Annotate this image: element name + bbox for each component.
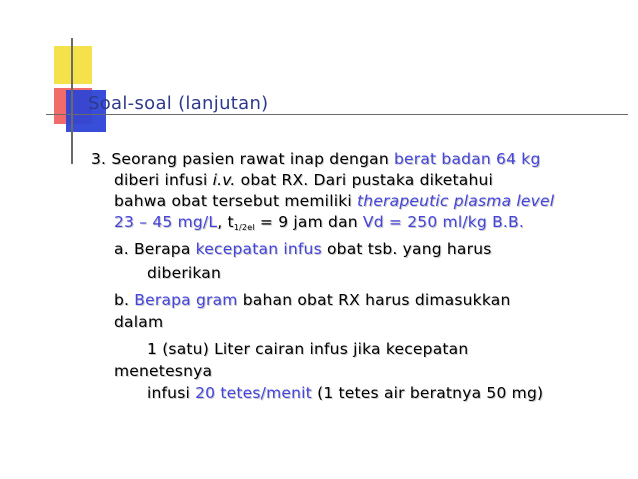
italic-text: i.v.: [212, 171, 236, 189]
question-a-line-1: [114, 240, 492, 258]
slide-title: Soal-soal (lanjutan): [88, 93, 269, 114]
question-b-line-5: [147, 384, 543, 402]
text: bahan obat RX harus dimasukkan: [237, 291, 511, 309]
decor-horizontal-line: [46, 114, 628, 115]
question-b-line-2: [114, 313, 163, 331]
text: 3. Seorang pasien rawat inap dengan: [91, 150, 394, 168]
question-b-line-1: [114, 291, 510, 309]
highlight-text: 23 – 45 mg/L: [114, 213, 218, 231]
question-b-line-4: [114, 362, 212, 380]
text: a. Berapa: [114, 240, 196, 258]
text: infusi: [147, 384, 196, 402]
text: bahwa obat tersebut memiliki: [114, 192, 358, 210]
decor-yellow-square: [54, 46, 92, 84]
question-3-line-4: [114, 213, 524, 232]
text: diberi infusi: [114, 171, 213, 189]
subscript: 1/2el: [233, 223, 255, 232]
text: b.: [114, 291, 135, 309]
decor-vertical-line: [71, 38, 73, 164]
highlight-text: Vd = 250 ml/kg B.B.: [362, 213, 525, 231]
question-b-line-3: [147, 340, 468, 358]
text: diberikan: [147, 264, 222, 282]
text: obat RX. Dari pustaka diketahui: [235, 171, 494, 189]
highlight-italic-text: therapeutic plasma level: [357, 192, 555, 210]
text: menetesnya: [114, 362, 213, 380]
highlight-text: berat badan 64 kg: [393, 150, 541, 168]
text: (1 tetes air beratnya 50 mg): [311, 384, 544, 402]
highlight-text: kecepatan infus: [195, 240, 322, 258]
question-3-line-1: [91, 150, 541, 168]
text: obat tsb. yang harus: [321, 240, 492, 258]
text: dalam: [114, 313, 164, 331]
question-3-line-2: [114, 171, 493, 189]
highlight-text: Berapa gram: [134, 291, 238, 309]
text: 1 (satu) Liter cairan infus jika kecepatan: [147, 340, 469, 358]
text: = 9 jam dan: [254, 213, 363, 231]
text: , t: [217, 213, 234, 231]
question-a-line-2: [147, 264, 221, 282]
question-3-line-3: [114, 192, 554, 210]
highlight-text: 20 tetes/menit: [195, 384, 312, 402]
